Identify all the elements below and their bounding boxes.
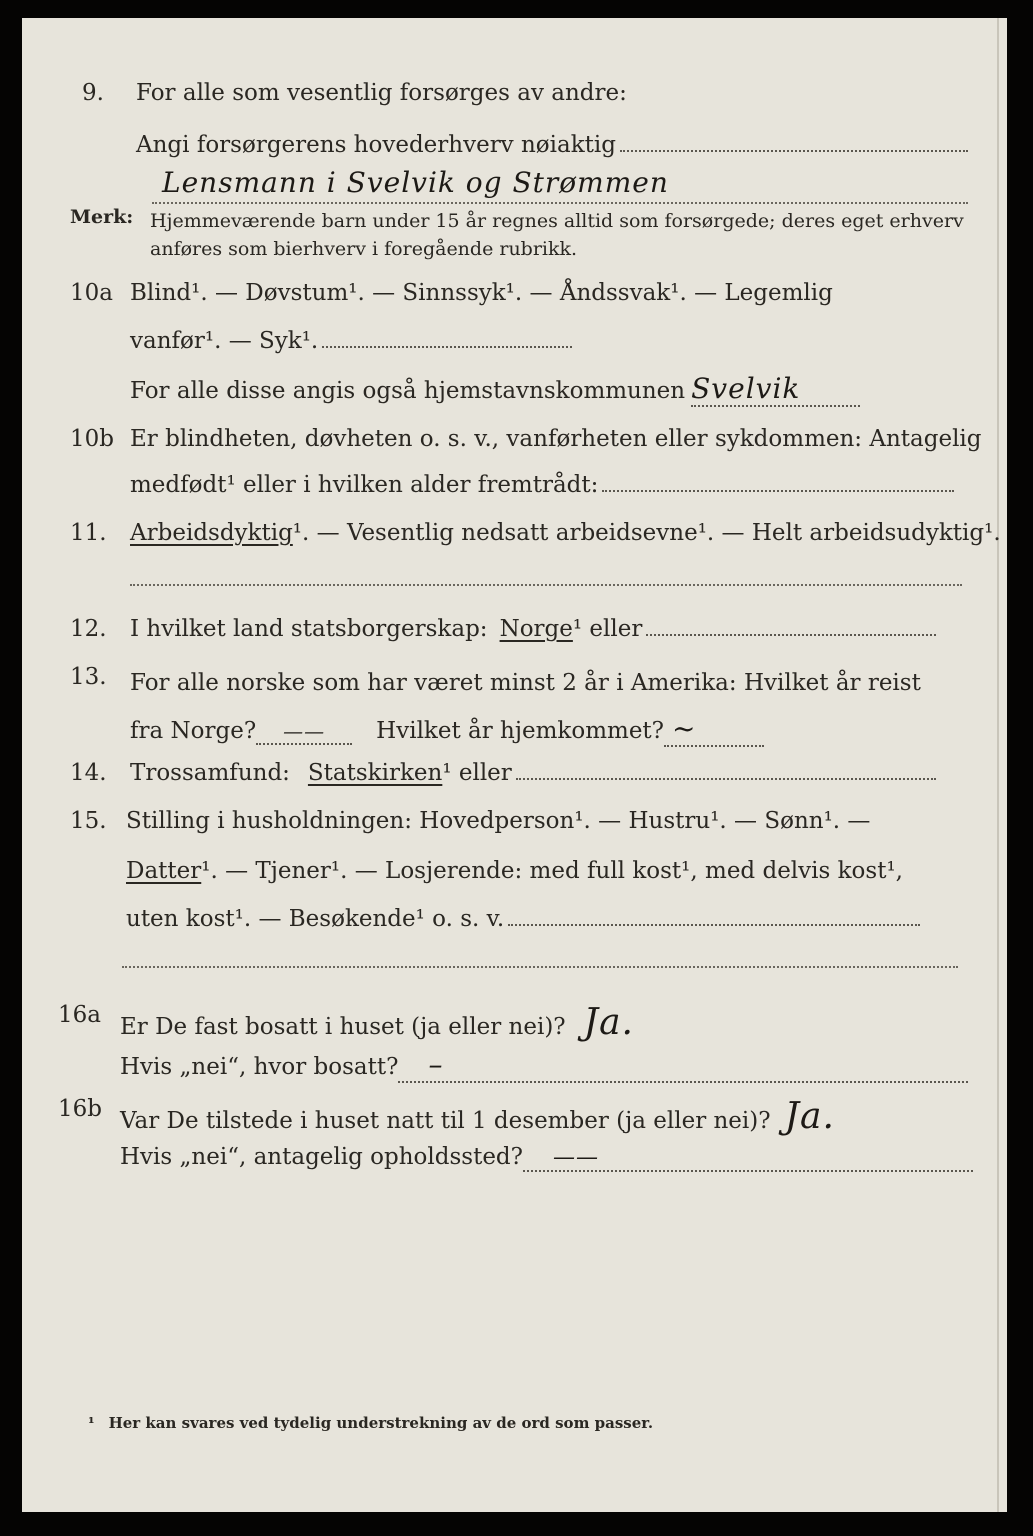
q13-line2: [130, 712, 764, 747]
q15-number: 15.: [70, 808, 107, 834]
q12-dots: [646, 633, 936, 636]
q16b-line1: [120, 1096, 835, 1137]
q12-number: 12.: [70, 616, 107, 642]
q16a-line2: [120, 1048, 968, 1083]
q16b-answer[interactable]: Ja.: [784, 1096, 835, 1137]
q13-line2a: fra Norge?: [130, 718, 257, 744]
q13-line1: For alle norske som har været minst 2 år i Amerika: Hvilket år reist: [130, 670, 921, 696]
q15-line1: Stilling i husholdningen: Hovedperson¹. — Hustru¹. — Sønn¹. —: [126, 808, 871, 834]
q14-option-statskirken[interactable]: Statskirken: [307, 760, 443, 786]
q16b-line2-text: Hvis „nei“, antagelig opholdssted?: [120, 1144, 523, 1170]
q15-line3: [126, 906, 920, 932]
q11-line: [130, 520, 1001, 546]
q16b-answer2[interactable]: ——: [523, 1145, 973, 1172]
q11-option-arbeidsdyktig[interactable]: Arbeidsdyktig: [130, 520, 293, 546]
q16b-line1-text: Var De tilstede i huset natt til 1 desember (ja eller nei)?: [120, 1108, 771, 1134]
q10a-answer[interactable]: Svelvik: [691, 372, 860, 407]
q14-number: 14.: [70, 760, 107, 786]
q16b-number: 16b: [58, 1096, 102, 1122]
q11-answer-line: [130, 584, 962, 586]
q15-line3-text: uten kost¹. — Besøkende¹ o. s. v.: [126, 906, 505, 932]
q16a-answer2[interactable]: –: [398, 1048, 968, 1083]
q12-option-norge[interactable]: Norge: [499, 616, 573, 642]
q14-pre: Trossamfund:: [130, 760, 290, 786]
q16a-number: 16a: [58, 1002, 101, 1028]
q11-number: 11.: [70, 520, 107, 546]
q10a-line2-text: vanfør¹. — Syk¹.: [130, 328, 319, 354]
merk-line1: Hjemmeværende barn under 15 år regnes alltid som forsørgede; deres eget erhverv: [150, 210, 964, 232]
q16a-line1: [120, 1002, 634, 1043]
q15-option-datter[interactable]: Datter: [126, 858, 202, 884]
q13-line2b: Hvilket år hjemkommet?: [376, 718, 665, 744]
merk-label: Merk:: [70, 206, 134, 228]
q9-answer-line: [152, 202, 968, 204]
q14-dots: [516, 777, 936, 780]
q16a-line2-text: Hvis „nei“, hvor bosatt?: [120, 1054, 399, 1080]
q9-number: 9.: [82, 80, 104, 106]
q10b-number: 10b: [70, 426, 114, 452]
q15-line2-rest: ¹. — Tjener¹. — Losjerende: med full kost¹, med delvis kost¹,: [201, 858, 903, 884]
q12-post: ¹ eller: [572, 616, 643, 642]
q14-line: [130, 760, 936, 786]
q15-line2: [126, 858, 903, 884]
q13-number: 13.: [70, 664, 107, 690]
q10a-line2: [130, 328, 572, 354]
q10b-line1: Er blindheten, døvheten o. s. v., vanførheten eller sykdommen: Antagelig: [130, 426, 982, 452]
q10a-line3-text: For alle disse angis også hjemstavnskommunen: [130, 378, 686, 404]
q12-pre: I hvilket land statsborgerskap:: [130, 616, 488, 642]
q15-answer-line: [122, 966, 958, 968]
q16b-line2: [120, 1144, 973, 1172]
footnote-text: Her kan svares ved tydelig understrekning av de ord som passer.: [108, 1414, 654, 1432]
q16a-answer[interactable]: Ja.: [583, 1002, 634, 1043]
q10b-line2-dots: [602, 489, 954, 492]
q10b-line2-text: medfødt¹ eller i hvilken alder fremtrådt:: [130, 472, 599, 498]
q9-line2-text: Angi forsørgerens hovederhverv nøiaktig: [136, 132, 616, 158]
q10a-line1: Blind¹. — Døvstum¹. — Sinnssyk¹. — Åndssvak¹. — Legemlig: [130, 280, 833, 306]
q11-rest: ¹. — Vesentlig nedsatt arbeidsevne¹. — Helt arbeidsudyktig¹.: [292, 520, 1001, 546]
q9-answer[interactable]: Lensmann i Svelvik og Strømmen: [162, 166, 669, 199]
q10a-line3: [130, 372, 860, 407]
footnote: [88, 1414, 653, 1432]
q12-line: [130, 616, 936, 642]
q16a-line1-text: Er De fast bosatt i huset (ja eller nei)?: [120, 1014, 566, 1040]
footnote-mark: ¹: [88, 1414, 95, 1432]
q15-line3-dots: [508, 923, 920, 926]
census-form-page: [22, 18, 1007, 1512]
q9-line2-dots: [620, 149, 968, 152]
q10a-number: 10a: [70, 280, 113, 306]
q13-answer-hjemkommet[interactable]: ~: [664, 712, 764, 747]
merk-line2: anføres som bierhverv i foregående rubrikk.: [150, 238, 578, 260]
q14-post: ¹ eller: [442, 760, 512, 786]
q10a-line2-dots: [322, 345, 572, 348]
q13-answer-reist[interactable]: ——: [256, 719, 352, 745]
page-edge: [997, 18, 999, 1512]
q9-line1: For alle som vesentlig forsørges av andre:: [136, 80, 627, 106]
q10b-line2: [130, 472, 954, 498]
q9-line2: [136, 132, 968, 158]
